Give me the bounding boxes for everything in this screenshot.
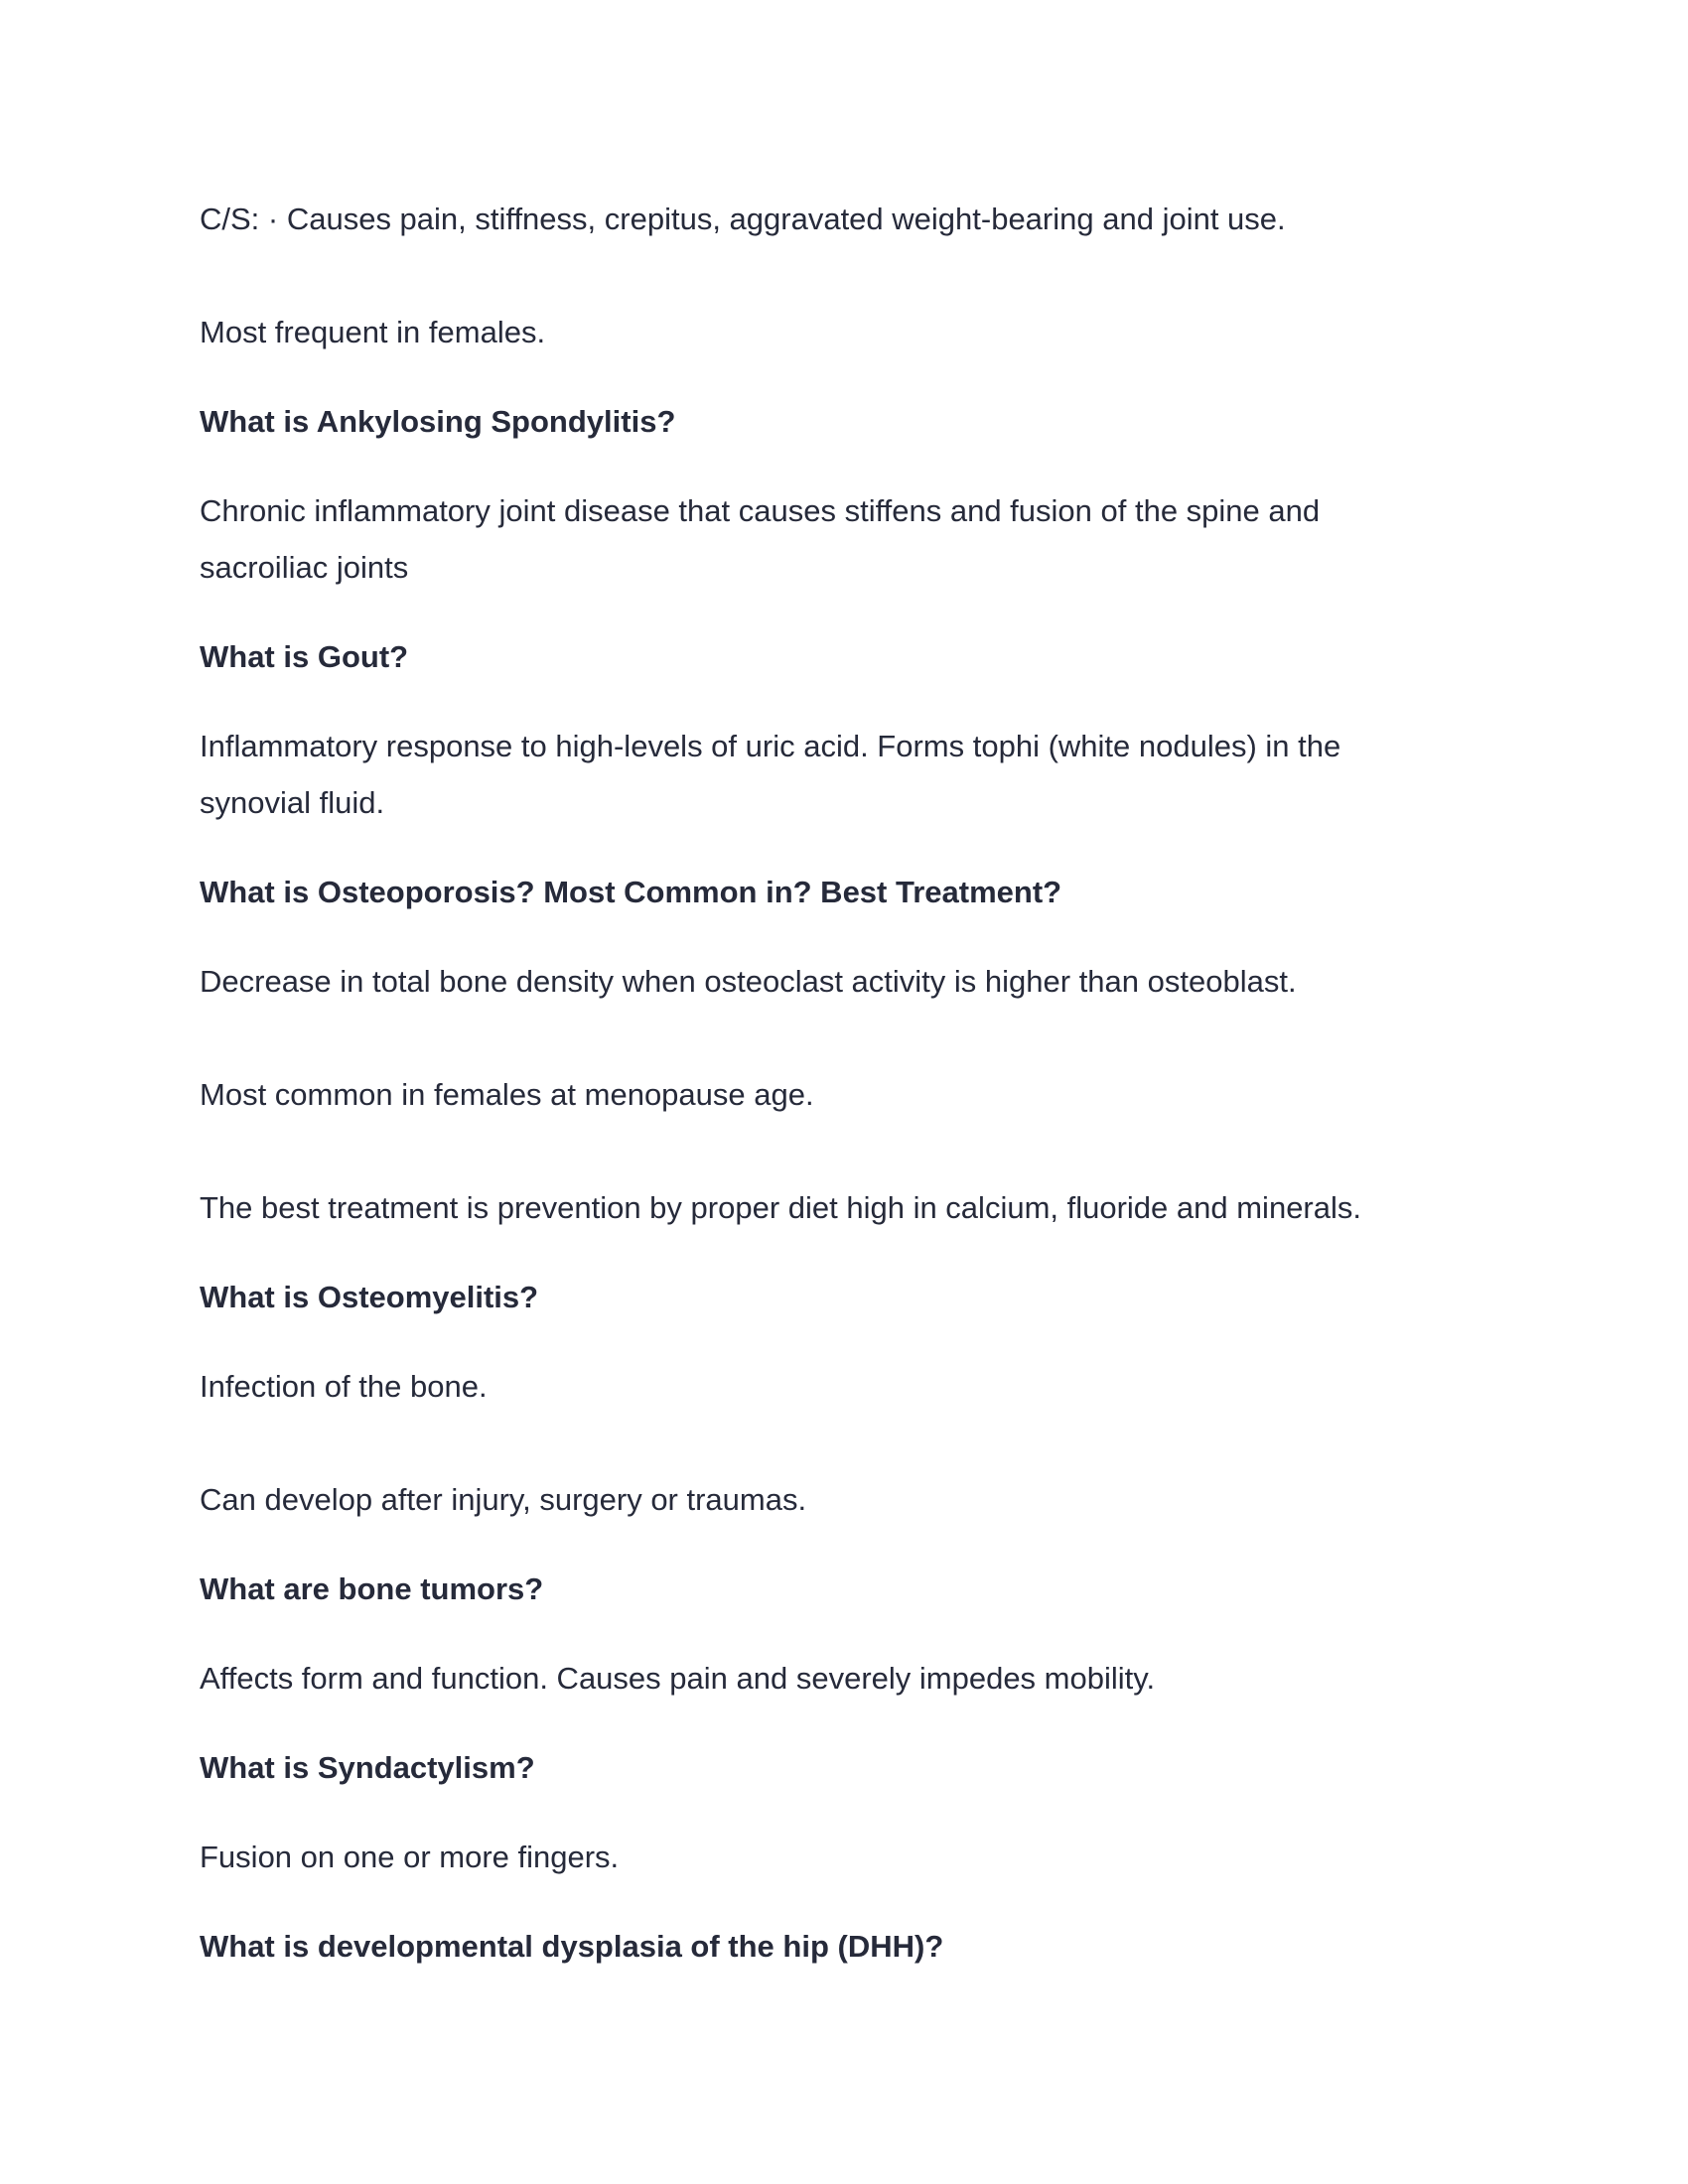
- question-osteomyelitis: What is Osteomyelitis?: [200, 1280, 539, 1314]
- answer-osteoporosis-treatment: The best treatment is prevention by proper diet high in calcium, fluoride and minerals.: [200, 1190, 1361, 1225]
- paragraph-most-frequent: Most frequent in females.: [200, 315, 546, 349]
- question-osteoporosis: What is Osteoporosis? Most Common in? Best Treatment?: [200, 875, 1062, 909]
- answer-syndactylism: Fusion on one or more fingers.: [200, 1840, 620, 1874]
- answer-ankylosing-line2: sacroiliac joints: [200, 550, 409, 585]
- answer-ankylosing-line1: Chronic inflammatory joint disease that causes stiffens and fusion of the spine and: [200, 493, 1321, 528]
- answer-bone-tumors: Affects form and function. Causes pain and severely impedes mobility.: [200, 1661, 1156, 1696]
- answer-osteomyelitis-definition: Infection of the bone.: [200, 1369, 488, 1404]
- answer-gout-line2: synovial fluid.: [200, 785, 385, 820]
- answer-osteomyelitis-cause: Can develop after injury, surgery or traumas.: [200, 1482, 807, 1517]
- question-gout: What is Gout?: [200, 639, 409, 674]
- answer-osteoporosis-definition: Decrease in total bone density when osteoclast activity is higher than osteoblast.: [200, 964, 1297, 999]
- paragraph-cs-symptoms: C/S: · Causes pain, stiffness, crepitus, aggravated weight-bearing and joint use.: [200, 202, 1286, 236]
- question-hip-dysplasia: What is developmental dysplasia of the hip (DHH)?: [200, 1929, 944, 1964]
- answer-osteoporosis-common: Most common in females at menopause age.: [200, 1077, 814, 1112]
- question-bone-tumors: What are bone tumors?: [200, 1571, 544, 1606]
- question-syndactylism: What is Syndactylism?: [200, 1750, 535, 1785]
- question-ankylosing-spondylitis: What is Ankylosing Spondylitis?: [200, 404, 676, 439]
- answer-gout-line1: Inflammatory response to high-levels of uric acid. Forms tophi (white nodules) in the: [200, 729, 1341, 763]
